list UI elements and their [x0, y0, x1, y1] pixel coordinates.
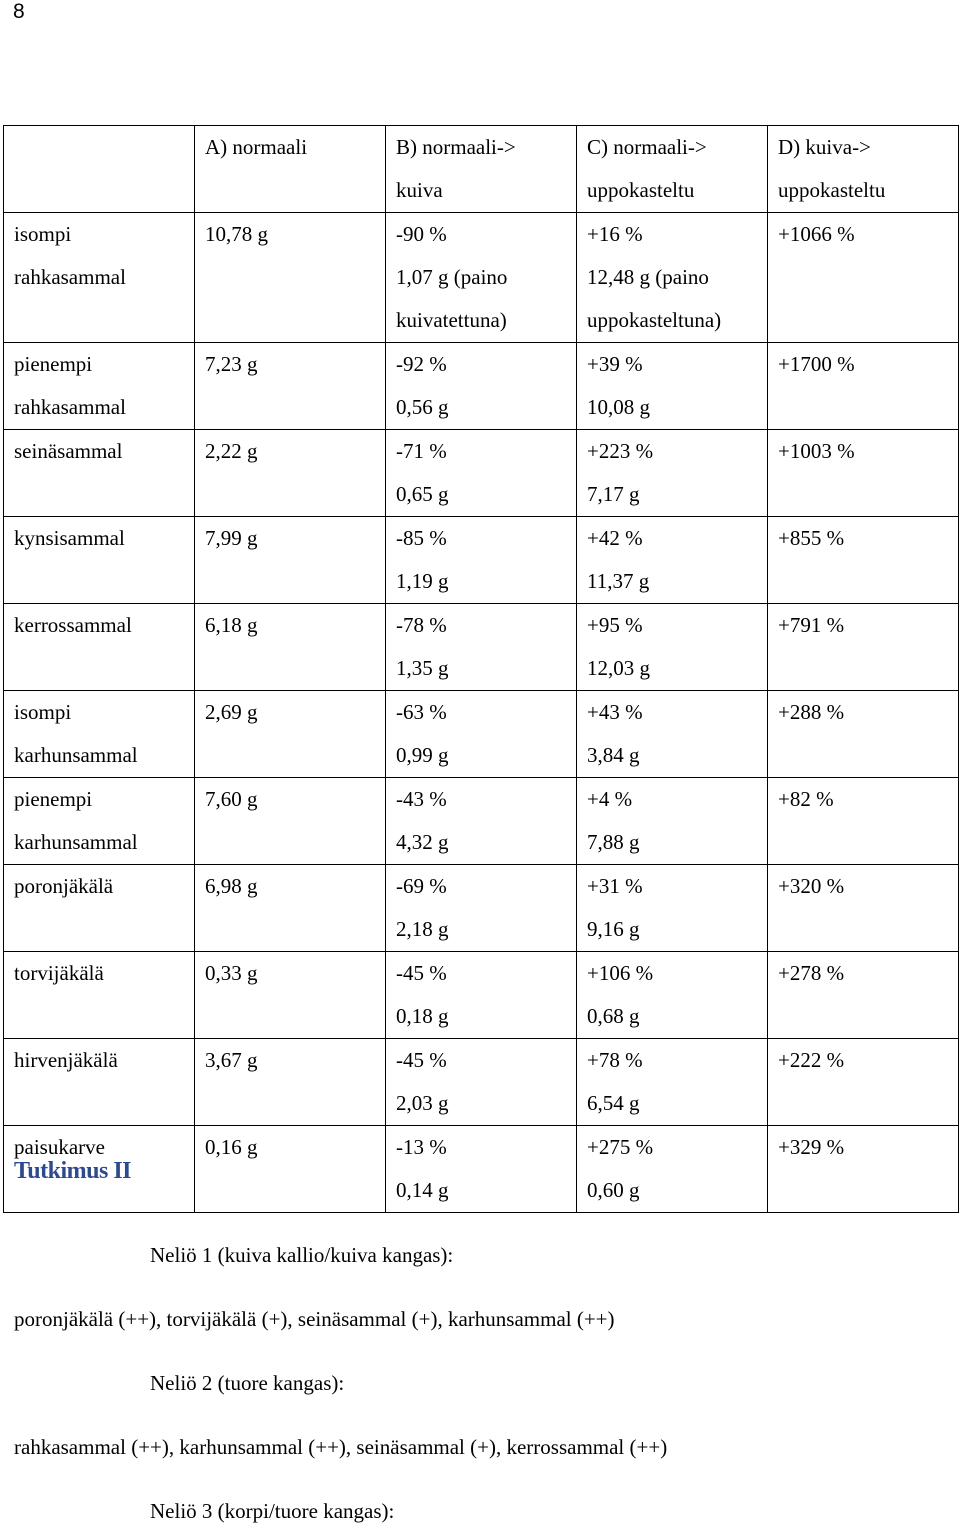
page-number: 8 — [13, 0, 25, 23]
cell-line: +43 % — [587, 700, 643, 724]
cell-line: 0,56 g — [396, 395, 449, 419]
cell-kuiva-uppokasteltu — [768, 1126, 959, 1213]
cell-line: -69 % — [396, 874, 447, 898]
cell-line: paisukarve — [14, 1135, 105, 1159]
cell-kuiva-uppokasteltu — [768, 604, 959, 691]
cell-species — [4, 778, 195, 865]
cell-line: +1066 % — [778, 222, 855, 246]
cell-normaali-kuiva — [386, 1039, 577, 1126]
paragraph-nelio-2-species: rahkasammal (++), karhunsammal (++), seinäsammal (+), kerrossammal (++) — [14, 1435, 668, 1459]
cell-line: 10,08 g — [587, 395, 650, 419]
cell-line: -90 % — [396, 222, 447, 246]
cell-line: -45 % — [396, 961, 447, 985]
cell-line: uppokasteltu — [587, 178, 695, 202]
cell-line: +275 % — [587, 1135, 654, 1159]
cell-line: kerrossammal — [14, 613, 132, 637]
cell-line: kuivatettuna) — [396, 308, 507, 332]
cell-line: 11,37 g — [587, 569, 650, 593]
cell-normaali — [195, 126, 386, 213]
cell-line: 6,98 g — [205, 874, 258, 898]
cell-line: 7,60 g — [205, 787, 258, 811]
cell-normaali — [195, 1039, 386, 1126]
cell-species — [4, 213, 195, 343]
cell-line: +106 % — [587, 961, 654, 985]
cell-normaali-kuiva — [386, 865, 577, 952]
cell-normaali-uppokasteltu — [577, 1126, 768, 1213]
cell-normaali-uppokasteltu — [577, 126, 768, 213]
cell-line: 2,18 g — [396, 917, 449, 941]
cell-line: 0,65 g — [396, 482, 449, 506]
cell-kuiva-uppokasteltu — [768, 343, 959, 430]
cell-species — [4, 604, 195, 691]
cell-line: -92 % — [396, 352, 447, 376]
cell-normaali-uppokasteltu — [577, 430, 768, 517]
cell-line: +95 % — [587, 613, 643, 637]
cell-line: 12,48 g (paino — [587, 265, 709, 289]
cell-normaali — [195, 778, 386, 865]
cell-normaali — [195, 430, 386, 517]
table-row — [4, 213, 959, 343]
cell-line: 9,16 g — [587, 917, 640, 941]
cell-line: +1003 % — [778, 439, 855, 463]
table-row — [4, 604, 959, 691]
cell-line: 1,19 g — [396, 569, 449, 593]
cell-species — [4, 1039, 195, 1126]
cell-line: pienempi — [14, 352, 93, 376]
table-row — [4, 952, 959, 1039]
cell-line: kynsisammal — [14, 526, 125, 550]
cell-normaali-uppokasteltu — [577, 691, 768, 778]
paragraph-nelio-2: Neliö 2 (tuore kangas): — [150, 1371, 345, 1395]
cell-kuiva-uppokasteltu — [768, 691, 959, 778]
cell-line: -71 % — [396, 439, 447, 463]
cell-line: 1,35 g — [396, 656, 449, 680]
cell-species — [4, 952, 195, 1039]
cell-line: -13 % — [396, 1135, 447, 1159]
cell-species — [4, 865, 195, 952]
cell-species — [4, 430, 195, 517]
cell-normaali — [195, 343, 386, 430]
cell-normaali-uppokasteltu — [577, 517, 768, 604]
cell-line: +82 % — [778, 787, 834, 811]
table-row — [4, 430, 959, 517]
cell-line: poronjäkälä — [14, 874, 114, 898]
table-row — [4, 343, 959, 430]
cell-line: -43 % — [396, 787, 447, 811]
cell-normaali-uppokasteltu — [577, 865, 768, 952]
cell-line: +791 % — [778, 613, 845, 637]
cell-line: B) normaali-> — [396, 135, 516, 159]
cell-line: 0,18 g — [396, 1004, 449, 1028]
cell-line: hirvenjäkälä — [14, 1048, 118, 1072]
cell-line: 6,18 g — [205, 613, 258, 637]
cell-kuiva-uppokasteltu — [768, 778, 959, 865]
cell-line: 1,07 g (paino — [396, 265, 508, 289]
cell-line: 2,69 g — [205, 700, 258, 724]
table-row — [4, 1126, 959, 1213]
cell-normaali — [195, 517, 386, 604]
cell-line: 0,33 g — [205, 961, 258, 985]
cell-line: 7,17 g — [587, 482, 640, 506]
cell-line: +42 % — [587, 526, 643, 550]
cell-line: -85 % — [396, 526, 447, 550]
table-row — [4, 691, 959, 778]
cell-line: +278 % — [778, 961, 845, 985]
cell-line: +223 % — [587, 439, 654, 463]
cell-line: 4,32 g — [396, 830, 449, 854]
cell-line: 3,84 g — [587, 743, 640, 767]
cell-kuiva-uppokasteltu — [768, 126, 959, 213]
cell-line: +320 % — [778, 874, 845, 898]
table-row — [4, 865, 959, 952]
cell-line: +31 % — [587, 874, 643, 898]
paragraph-nelio-1: Neliö 1 (kuiva kallio/kuiva kangas): — [150, 1243, 454, 1267]
cell-normaali-uppokasteltu — [577, 604, 768, 691]
cell-normaali-kuiva — [386, 213, 577, 343]
cell-line: rahkasammal — [14, 265, 126, 289]
cell-line: 7,99 g — [205, 526, 258, 550]
results-table — [3, 125, 959, 1213]
cell-line: isompi — [14, 222, 72, 246]
cell-line: 3,67 g — [205, 1048, 258, 1072]
cell-line: rahkasammal — [14, 395, 126, 419]
cell-normaali-kuiva — [386, 778, 577, 865]
cell-line: karhunsammal — [14, 743, 138, 767]
cell-line: 0,14 g — [396, 1178, 449, 1202]
section-title: Tutkimus II — [14, 1158, 132, 1184]
cell-normaali-uppokasteltu — [577, 952, 768, 1039]
cell-line: +1700 % — [778, 352, 855, 376]
cell-normaali-uppokasteltu — [577, 343, 768, 430]
cell-kuiva-uppokasteltu — [768, 952, 959, 1039]
cell-line: 12,03 g — [587, 656, 650, 680]
cell-normaali-uppokasteltu — [577, 778, 768, 865]
cell-line: torvijäkälä — [14, 961, 104, 985]
cell-line: 0,68 g — [587, 1004, 640, 1028]
cell-normaali-kuiva — [386, 517, 577, 604]
cell-line: +39 % — [587, 352, 643, 376]
cell-line: isompi — [14, 700, 72, 724]
cell-line: C) normaali-> — [587, 135, 707, 159]
cell-normaali-kuiva — [386, 126, 577, 213]
table-header-row — [4, 126, 959, 213]
cell-line: +16 % — [587, 222, 643, 246]
cell-kuiva-uppokasteltu — [768, 213, 959, 343]
cell-normaali-kuiva — [386, 343, 577, 430]
cell-line: 7,88 g — [587, 830, 640, 854]
table-row — [4, 517, 959, 604]
cell-line: -45 % — [396, 1048, 447, 1072]
cell-line: +288 % — [778, 700, 845, 724]
paragraph-nelio-1-species: poronjäkälä (++), torvijäkälä (+), seinäsammal (+), karhunsammal (++) — [14, 1307, 615, 1331]
cell-line: +78 % — [587, 1048, 643, 1072]
cell-line: +329 % — [778, 1135, 845, 1159]
cell-normaali — [195, 213, 386, 343]
cell-line: uppokasteltu — [778, 178, 886, 202]
cell-line: +222 % — [778, 1048, 845, 1072]
cell-kuiva-uppokasteltu — [768, 1039, 959, 1126]
cell-normaali-kuiva — [386, 1126, 577, 1213]
cell-line: seinäsammal — [14, 439, 123, 463]
cell-normaali — [195, 952, 386, 1039]
cell-normaali — [195, 604, 386, 691]
cell-kuiva-uppokasteltu — [768, 517, 959, 604]
cell-line: 10,78 g — [205, 222, 268, 246]
cell-line: +855 % — [778, 526, 845, 550]
cell-line: 7,23 g — [205, 352, 258, 376]
cell-line: 6,54 g — [587, 1091, 640, 1115]
cell-line: kuiva — [396, 178, 443, 202]
paragraph-nelio-3: Neliö 3 (korpi/tuore kangas): — [150, 1499, 395, 1523]
cell-normaali-kuiva — [386, 430, 577, 517]
cell-normaali-kuiva — [386, 604, 577, 691]
cell-line: -78 % — [396, 613, 447, 637]
cell-line: 2,22 g — [205, 439, 258, 463]
cell-species — [4, 126, 195, 213]
cell-normaali-uppokasteltu — [577, 213, 768, 343]
cell-normaali — [195, 1126, 386, 1213]
cell-line: uppokasteltuna) — [587, 308, 722, 332]
cell-line: A) normaali — [205, 135, 308, 159]
cell-line: -63 % — [396, 700, 447, 724]
cell-line: D) kuiva-> — [778, 135, 871, 159]
cell-species — [4, 691, 195, 778]
cell-normaali — [195, 865, 386, 952]
cell-normaali-kuiva — [386, 691, 577, 778]
cell-normaali-kuiva — [386, 952, 577, 1039]
cell-line: pienempi — [14, 787, 93, 811]
table-row — [4, 778, 959, 865]
cell-line: 0,60 g — [587, 1178, 640, 1202]
cell-line: 2,03 g — [396, 1091, 449, 1115]
cell-line: +4 % — [587, 787, 633, 811]
cell-species — [4, 343, 195, 430]
cell-species — [4, 517, 195, 604]
cell-kuiva-uppokasteltu — [768, 430, 959, 517]
cell-line: 0,99 g — [396, 743, 449, 767]
cell-normaali — [195, 691, 386, 778]
cell-kuiva-uppokasteltu — [768, 865, 959, 952]
table-row — [4, 1039, 959, 1126]
cell-line: karhunsammal — [14, 830, 138, 854]
cell-normaali-uppokasteltu — [577, 1039, 768, 1126]
cell-line: 0,16 g — [205, 1135, 258, 1159]
